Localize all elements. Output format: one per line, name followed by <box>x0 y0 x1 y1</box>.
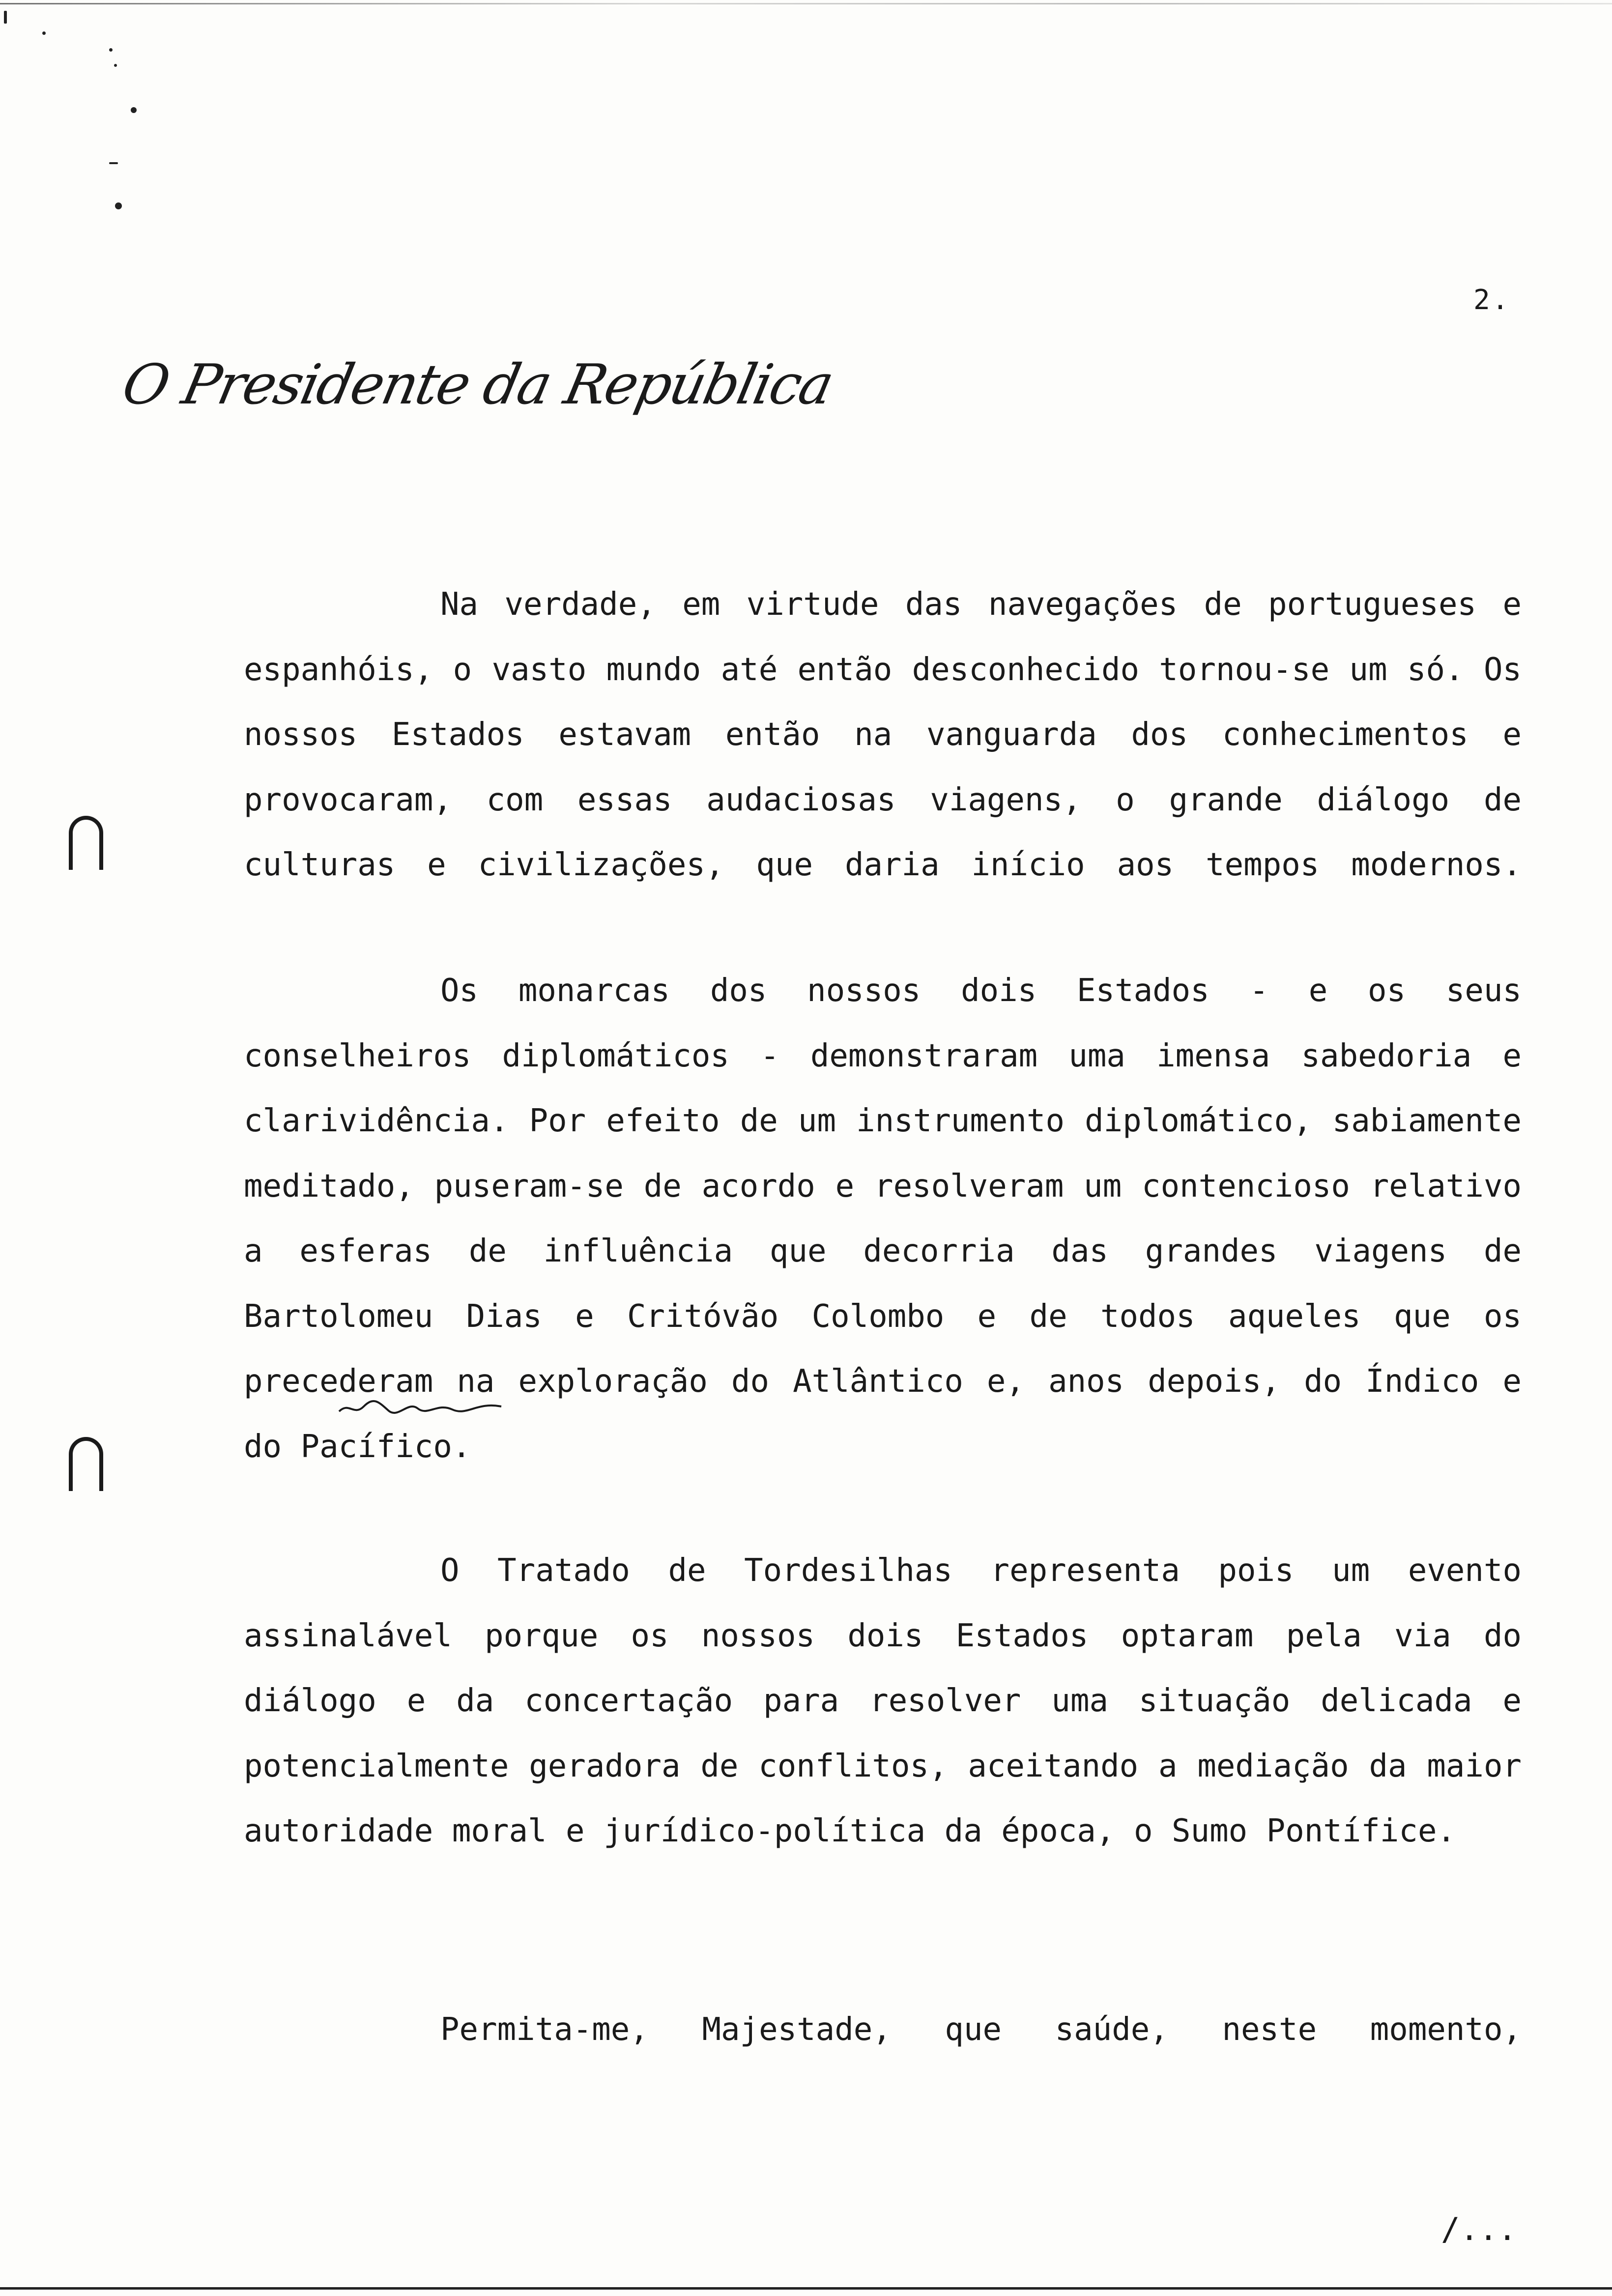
page-number: 2. <box>1473 284 1511 316</box>
top-scan-edge <box>0 3 1612 4</box>
scan-speck <box>42 31 46 35</box>
handwritten-annotation <box>334 1392 511 1421</box>
continuation-mark: /... <box>1441 2211 1517 2248</box>
scan-speck <box>115 202 122 209</box>
scan-speck <box>4 11 7 24</box>
bottom-scan-edge <box>0 2287 1612 2290</box>
letterhead-president: O Presidente da República <box>117 353 838 417</box>
paragraph-1: Na verdade, em virtude das navegações de portugueses e espanhóis, o vasto mundo até então desconhecido tornou-se um só. Os nossos Estados estavam então na vanguarda dos conhecimentos e provocaram, com essas audaciosas viagens, o grande diálogo de culturas e civilizações, que daria início aos tempos modernos. <box>244 586 1522 883</box>
paragraph-2: Os monarcas dos nossos dois Estados - e os seus conselheiros diplomáticos - demonstraram uma imensa sabedoria e clarividência. Por efeito de um instrumento diplomático, sabiamente meditado, puseram-se de acordo e resolveram um contencioso relativo a esferas de influência que decorria das grandes viagens de Bartolomeu Dias e Critóvão Colombo e de todos aqueles que os precederam na exploração do Atlântico e, anos depois, do Índico e do Pacífico. <box>244 973 1522 1465</box>
paragraph-4: Permita-me, Majestade, que saúde, neste momento, <box>440 2011 1522 2048</box>
scan-speck <box>109 162 118 164</box>
scan-speck <box>131 107 137 113</box>
binder-hole-mark <box>69 1437 103 1491</box>
paragraph-3: O Tratado de Tordesilhas representa pois um evento assinalável porque os nossos dois Estados optaram pela via do diálogo e da concertação para resolver uma situação delicada e potencialmente geradora de conflitos, aceitando a mediação da maior autoridade moral e jurídico-política da época, o Sumo Pontífice. <box>244 1552 1522 1849</box>
scan-speck <box>109 48 113 52</box>
binder-hole-mark <box>69 816 103 870</box>
scan-speck <box>114 64 117 67</box>
